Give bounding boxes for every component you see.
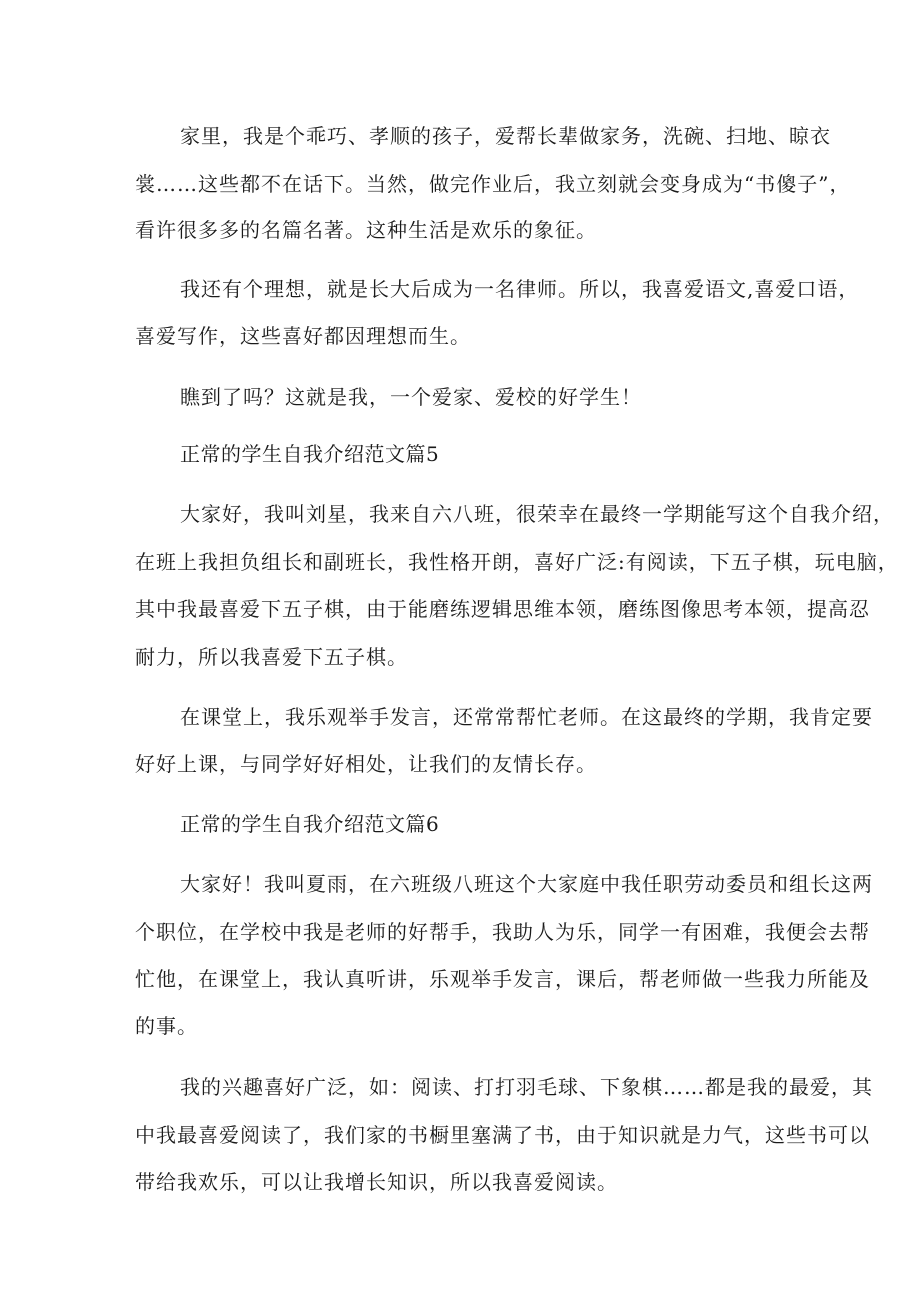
paragraph-5-line-2: 好好上课，与同学好好相处，让我们的友情长存。 bbox=[135, 752, 597, 776]
paragraph-1-line-3: 看许很多多的名篇名著。这种生活是欢乐的象征。 bbox=[135, 218, 597, 242]
paragraph-6-line-4: 的事。 bbox=[135, 1014, 198, 1038]
paragraph-6-line-1: 大家好！我叫夏雨，在六班级八班这个大家庭中我任职劳动委员和组长这两 bbox=[180, 872, 873, 896]
section-heading-5: 正常的学生自我介绍范文篇5 bbox=[180, 442, 440, 466]
paragraph-4-line-4: 耐力，所以我喜爱下五子棋。 bbox=[135, 645, 408, 669]
paragraph-6-line-2: 个职位，在学校中我是老师的好帮手，我助人为乐，同学一有困难，我便会去帮 bbox=[135, 920, 870, 944]
paragraph-1-line-1: 家里，我是个乖巧、孝顺的孩子，爱帮长辈做家务，洗碗、扫地、晾衣 bbox=[180, 124, 831, 148]
section-heading-6: 正常的学生自我介绍范文篇6 bbox=[180, 812, 440, 836]
paragraph-2-line-1: 我还有个理想，就是长大后成为一名律师。所以，我喜爱语文,喜爱口语， bbox=[180, 277, 860, 301]
paragraph-6-line-3: 忙他，在课堂上，我认真听讲，乐观举手发言，课后，帮老师做一些我力所能及 bbox=[135, 967, 870, 991]
paragraph-5-line-1: 在课堂上，我乐观举手发言，还常常帮忙老师。在这最终的学期，我肯定要 bbox=[180, 705, 873, 729]
paragraph-7-line-2: 中我最喜爱阅读了，我们家的书橱里塞满了书，由于知识就是力气，这些书可以 bbox=[135, 1123, 870, 1147]
paragraph-4-line-2: 在班上我担负组长和副班长，我性格开朗，喜好广泛:有阅读，下五子棋，玩电脑， bbox=[135, 550, 899, 574]
paragraph-2-line-2: 喜爱写作，这些喜好都因理想而生。 bbox=[135, 324, 471, 348]
paragraph-4-line-1: 大家好，我叫刘星，我来自六八班，很荣幸在最终一学期能写这个自我介绍， bbox=[180, 502, 894, 526]
paragraph-4-line-3: 其中我最喜爱下五子棋，由于能磨练逻辑思维本领，磨练图像思考本领，提高忍 bbox=[135, 597, 870, 621]
paragraph-7-line-1: 我的兴趣喜好广泛，如：阅读、打打羽毛球、下象棋……都是我的最爱，其 bbox=[180, 1075, 873, 1099]
paragraph-7-line-3: 带给我欢乐，可以让我增长知识，所以我喜爱阅读。 bbox=[135, 1170, 618, 1194]
paragraph-3-line-1: 瞧到了吗？这就是我，一个爱家、爱校的好学生！ bbox=[180, 385, 642, 409]
paragraph-1-line-2: 裳……这些都不在话下。当然，做完作业后，我立刻就会变身成为“书傻子”， bbox=[135, 172, 851, 196]
